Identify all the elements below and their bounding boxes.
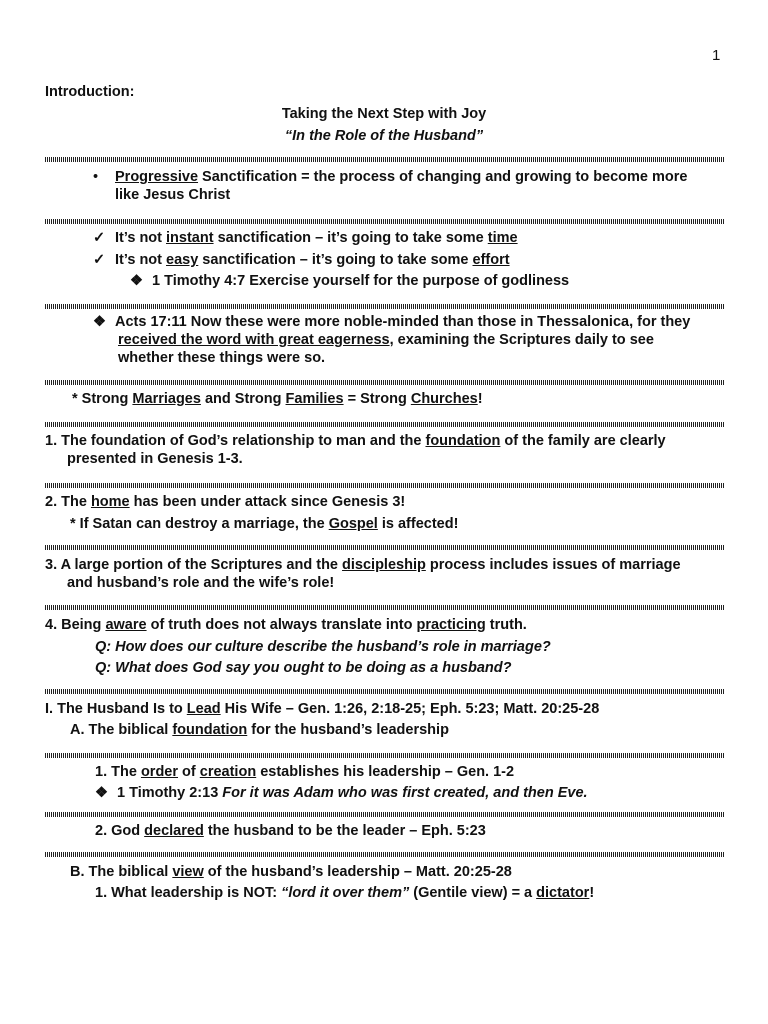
check-instant: ✓ It’s not instant sanctification – it’s going to take some time: [93, 230, 518, 246]
point-3-cont: and husband’s role and the wife’s role!: [67, 575, 335, 591]
point-1: 1. The foundation of God’s relationship to man and the foundation of the family are clearly: [45, 433, 666, 449]
separator: [45, 157, 724, 162]
point-4: 4. Being aware of truth does not always translate into practicing truth.: [45, 617, 527, 633]
separator: [45, 380, 724, 385]
section-i-b: B. The biblical view of the husband’s leadership – Matt. 20:25-28: [70, 864, 512, 880]
separator: [45, 852, 724, 857]
point-3: 3. A large portion of the Scriptures and the discipleship process includes issues of marriage: [45, 557, 681, 573]
question-1: Q: How does our culture describe the husband’s role in marriage?: [95, 639, 551, 655]
separator: [45, 304, 724, 309]
separator: [45, 689, 724, 694]
section-i-b-1: 1. What leadership is NOT: “lord it over them” (Gentile view) = a dictator!: [95, 885, 595, 901]
diamond-bullet-icon: ❖: [93, 314, 106, 330]
checkmark-icon: ✓: [93, 252, 106, 268]
separator: [45, 605, 724, 610]
page-number: 1: [712, 47, 721, 64]
separator: [45, 753, 724, 758]
check-easy: ✓ It’s not easy sanctification – it’s going to take some effort: [93, 252, 510, 268]
page-subtitle: “In the Role of the Husband”: [284, 128, 484, 144]
separator: [45, 219, 724, 224]
separator: [45, 422, 724, 427]
diamond-bullet-icon: ❖: [130, 273, 143, 289]
separator: [45, 545, 724, 550]
section-i-heading: I. The Husband Is to Lead His Wife – Gen. 1:26, 2:18-25; Eph. 5:23; Matt. 20:25-28: [45, 701, 600, 717]
bullet-progressive-cont: like Jesus Christ: [115, 187, 231, 203]
acts-verse-end: whether these things were so.: [118, 350, 326, 366]
separator: [45, 483, 724, 488]
section-i-a-2: 2. God declared the husband to be the leader – Eph. 5:23: [95, 823, 486, 839]
section-i-a: A. The biblical foundation for the husband’s leadership: [70, 722, 449, 738]
separator: [45, 812, 724, 817]
question-2: Q: What does God say you ought to be doing as a husband?: [95, 660, 512, 676]
section-i-a-1: 1. The order of creation establishes his leadership – Gen. 1-2: [95, 764, 515, 780]
strong-marriages: * Strong Marriages and Strong Families = Strong Churches!: [72, 391, 483, 407]
page-title: Taking the Next Step with Joy: [281, 106, 487, 122]
point-2: 2. The home has been under attack since Genesis 3!: [45, 494, 406, 510]
acts-verse: ❖ Acts 17:11 Now these were more noble-minded than those in Thessalonica, for they: [93, 314, 691, 330]
bullet-dot-icon: •: [93, 169, 99, 185]
timothy-verse: ❖ 1 Timothy 4:7 Exercise yourself for the purpose of godliness: [130, 273, 570, 289]
acts-verse-cont: received the word with great eagerness, examining the Scriptures daily to see: [118, 332, 654, 348]
intro-label: Introduction:: [45, 84, 135, 100]
diamond-bullet-icon: ❖: [95, 785, 108, 801]
checkmark-icon: ✓: [93, 230, 106, 246]
bullet-progressive: • Progressive Sanctification = the process of changing and growing to become more: [93, 169, 688, 185]
point-2-note: * If Satan can destroy a marriage, the Gospel is affected!: [70, 516, 459, 532]
timothy-2-13: ❖ 1 Timothy 2:13 For it was Adam who was first created, and then Eve.: [95, 785, 588, 801]
point-1-cont: presented in Genesis 1-3.: [67, 451, 243, 467]
